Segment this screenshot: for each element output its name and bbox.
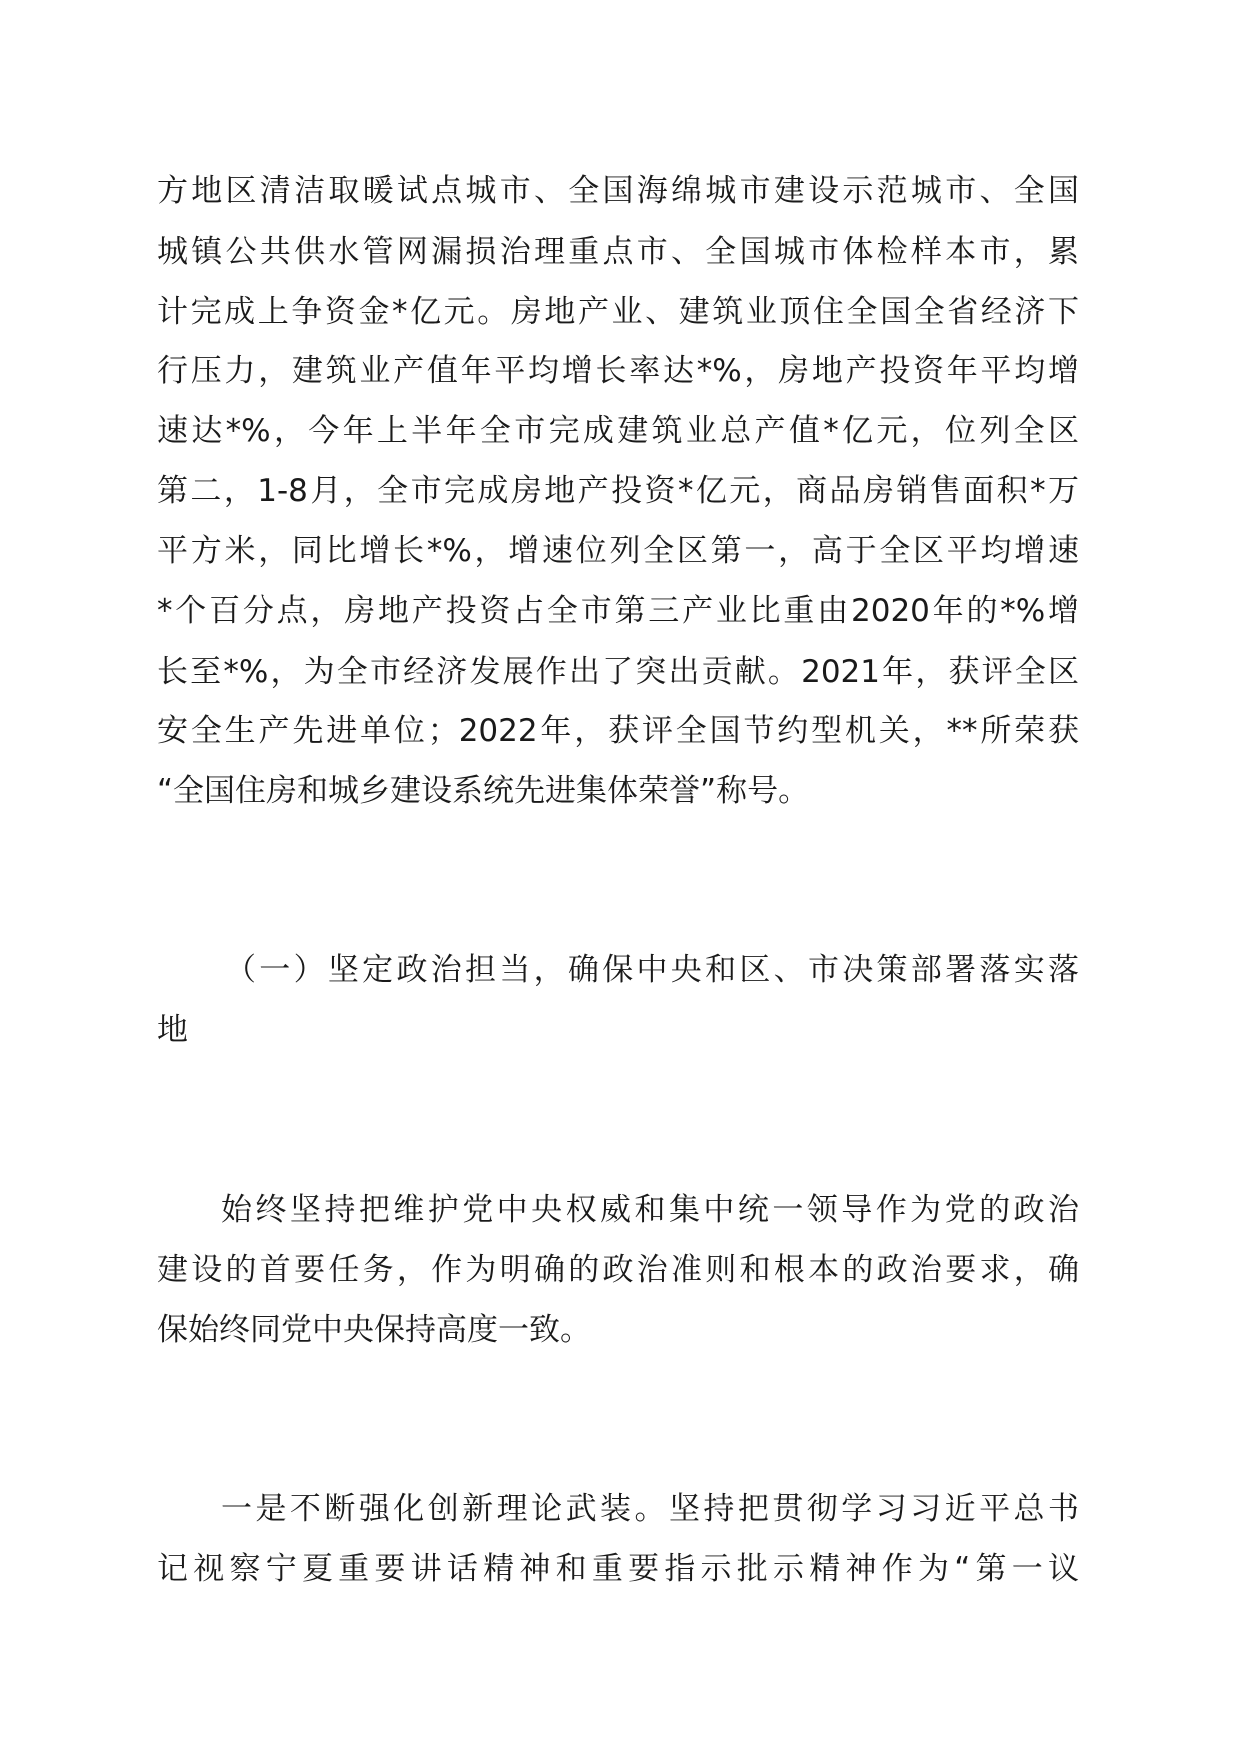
text-line: “全国住房和城乡建设系统先进集体荣誉”称号。 — [157, 773, 810, 809]
text-line: 建设的首要任务，作为明确的政治准则和根本的政治要求，确 — [157, 1252, 1079, 1288]
text-line: 城镇公共供水管网漏损治理重点市、全国城市体检样本市，累 — [157, 234, 1079, 270]
text-line: 计完成上争资金*亿元。房地产业、建筑业顶住全国全省经济下 — [157, 294, 1079, 330]
text-line: 平方米，同比增长*%，增速位列全区第一，高于全区平均增速 — [157, 533, 1079, 569]
text-line: 速达*%，今年上半年全市完成建筑业总产值*亿元，位列全区 — [157, 413, 1079, 449]
text-line: 安全生产先进单位；2022年，获评全国节约型机关，**所荣获 — [157, 713, 1079, 749]
text-line: 保始终同党中央保持高度一致。 — [157, 1312, 591, 1348]
section-heading: （一）坚定政治担当，确保中央和区、市决策部署落实落 — [225, 952, 1079, 988]
text-line: 方地区清洁取暖试点城市、全国海绵城市建设示范城市、全国 — [157, 173, 1079, 209]
text-line: 长至*%，为全市经济发展作出了突出贡献。2021年，获评全区 — [157, 654, 1079, 690]
text-line: 第二，1-8月，全市完成房地产投资*亿元，商品房销售面积*万 — [157, 473, 1079, 509]
text-line: 记视察宁夏重要讲话精神和重要指示批示精神作为“第一议 — [157, 1551, 1079, 1587]
section-heading-cont: 地 — [157, 1012, 188, 1048]
text-line: 行压力，建筑业产值年平均增长率达*%，房地产投资年平均增 — [157, 353, 1079, 389]
text-line: *个百分点，房地产投资占全市第三产业比重由2020年的*%增 — [157, 593, 1079, 629]
text-line: 始终坚持把维护党中央权威和集中统一领导作为党的政治 — [221, 1192, 1079, 1228]
text-line: 一是不断强化创新理论武装。坚持把贯彻学习习近平总书 — [221, 1491, 1079, 1527]
